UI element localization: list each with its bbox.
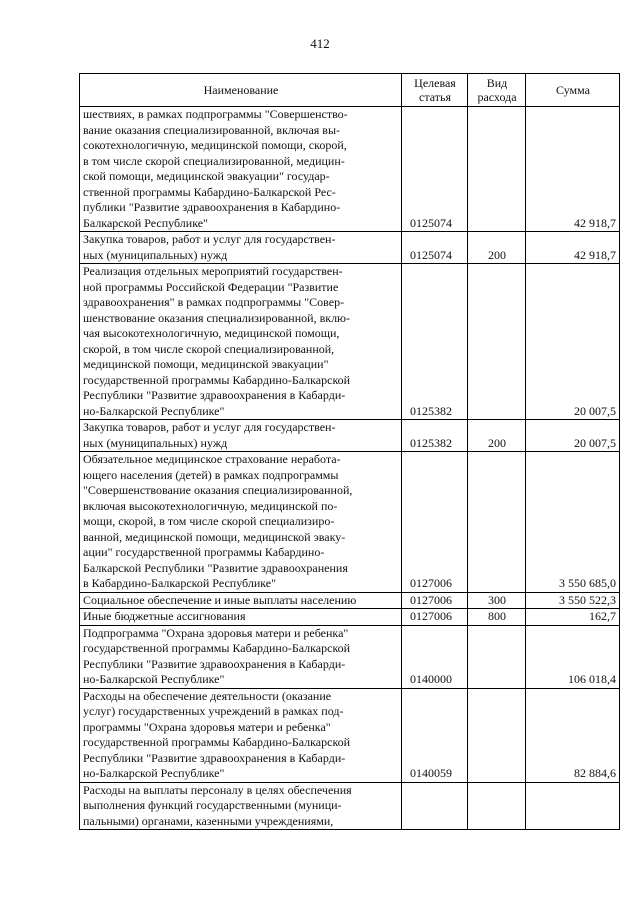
row-code: 0125074 bbox=[402, 107, 468, 232]
row-kind: 300 bbox=[468, 592, 526, 609]
row-kind: 200 bbox=[468, 232, 526, 264]
table-row bbox=[80, 782, 620, 830]
table-row bbox=[80, 625, 620, 688]
row-sum: 106 018,4 bbox=[526, 625, 620, 688]
row-sum: 3 550 522,3 bbox=[526, 592, 620, 609]
row-name: шествиях, в рамках подпрограммы "Совершенство- вание оказания специализированной, включая вы- сокотехнологичную, медицинской помощи, скорой, в том числе скорой специализированной, медицин- ской помощи, медицинской эвакуации" государ- ственной программы Кабардино-Балкарской Рес- публики "Развитие здравоохранения в Кабардино- Балкарской Республике" bbox=[80, 107, 402, 232]
row-code: 0127006 bbox=[402, 592, 468, 609]
row-name: Социальное обеспечение и иные выплаты населению bbox=[80, 592, 402, 609]
row-kind: 800 bbox=[468, 609, 526, 626]
row-kind bbox=[468, 688, 526, 782]
row-kind bbox=[468, 264, 526, 420]
header-kind: Вид расхода bbox=[468, 74, 526, 107]
header-code: Целевая статья bbox=[402, 74, 468, 107]
table-row bbox=[80, 452, 620, 593]
table-header-row bbox=[80, 74, 620, 107]
table-row bbox=[80, 264, 620, 420]
row-code: 0127006 bbox=[402, 609, 468, 626]
row-name: Иные бюджетные ассигнования bbox=[80, 609, 402, 626]
row-sum: 42 918,7 bbox=[526, 232, 620, 264]
table-row bbox=[80, 420, 620, 452]
budget-table bbox=[79, 73, 620, 830]
row-code: 0125074 bbox=[402, 232, 468, 264]
table-row bbox=[80, 688, 620, 782]
row-name: Обязательное медицинское страхование неработа- ющего населения (детей) в рамках подпрограммы "Совершенствование оказания специализированной, включая высокотехнологичную, медицинской по- мощи, скорой, в том числе скорой специализиро- ванной, медицинской помощи, медицинской эваку- ации" государственной программы Кабардино- Балкарской Республики "Развитие здравоохранения в Кабардино-Балкарской Республике" bbox=[80, 452, 402, 593]
header-sum: Сумма bbox=[526, 74, 620, 107]
row-sum: 82 884,6 bbox=[526, 688, 620, 782]
row-kind: 200 bbox=[468, 420, 526, 452]
row-sum bbox=[526, 782, 620, 830]
table-row bbox=[80, 592, 620, 609]
row-sum: 20 007,5 bbox=[526, 264, 620, 420]
table-row bbox=[80, 232, 620, 264]
row-name: Расходы на выплаты персоналу в целях обеспечения выполнения функций государственными (муници- пальными) органами, казенными учреждениями, bbox=[80, 782, 402, 830]
row-kind bbox=[468, 625, 526, 688]
header-name: Наименование bbox=[80, 74, 402, 107]
row-code: 0125382 bbox=[402, 420, 468, 452]
row-code: 0125382 bbox=[402, 264, 468, 420]
row-code: 0140059 bbox=[402, 688, 468, 782]
row-sum: 42 918,7 bbox=[526, 107, 620, 232]
table-row bbox=[80, 107, 620, 232]
row-code: 0127006 bbox=[402, 452, 468, 593]
row-name: Закупка товаров, работ и услуг для государствен- ных (муниципальных) нужд bbox=[80, 420, 402, 452]
row-sum: 162,7 bbox=[526, 609, 620, 626]
row-name: Закупка товаров, работ и услуг для государствен- ных (муниципальных) нужд bbox=[80, 232, 402, 264]
row-code: 0140000 bbox=[402, 625, 468, 688]
row-name: Подпрограмма "Охрана здоровья матери и ребенка" государственной программы Кабардино-Балкарской Республики "Развитие здравоохранения в Кабарди- но-Балкарской Республике" bbox=[80, 625, 402, 688]
page-number: 412 bbox=[310, 36, 330, 51]
row-kind bbox=[468, 107, 526, 232]
row-kind bbox=[468, 452, 526, 593]
row-sum: 20 007,5 bbox=[526, 420, 620, 452]
row-name: Реализация отдельных мероприятий государствен- ной программы Российской Федерации "Развитие здравоохранения" в рамках подпрограммы "Совер- шенствование оказания специализированной, вклю- чая высокотехнологичную, медицинской помощи, скорой, в том числе скорой специализированной, медицинской помощи, медицинской эвакуации" государственной программы Кабардино-Балкарской Республики "Развитие здравоохранения в Кабарди- но-Балкарской Республике" bbox=[80, 264, 402, 420]
row-kind bbox=[468, 782, 526, 830]
row-name: Расходы на обеспечение деятельности (оказание услуг) государственных учреждений в рамках под- программы "Охрана здоровья матери и ребенка" государственной программы Кабардино-Балкарской Республики "Развитие здравоохранения в Кабарди- но-Балкарской Республике" bbox=[80, 688, 402, 782]
row-sum: 3 550 685,0 bbox=[526, 452, 620, 593]
row-code bbox=[402, 782, 468, 830]
table-row bbox=[80, 609, 620, 626]
